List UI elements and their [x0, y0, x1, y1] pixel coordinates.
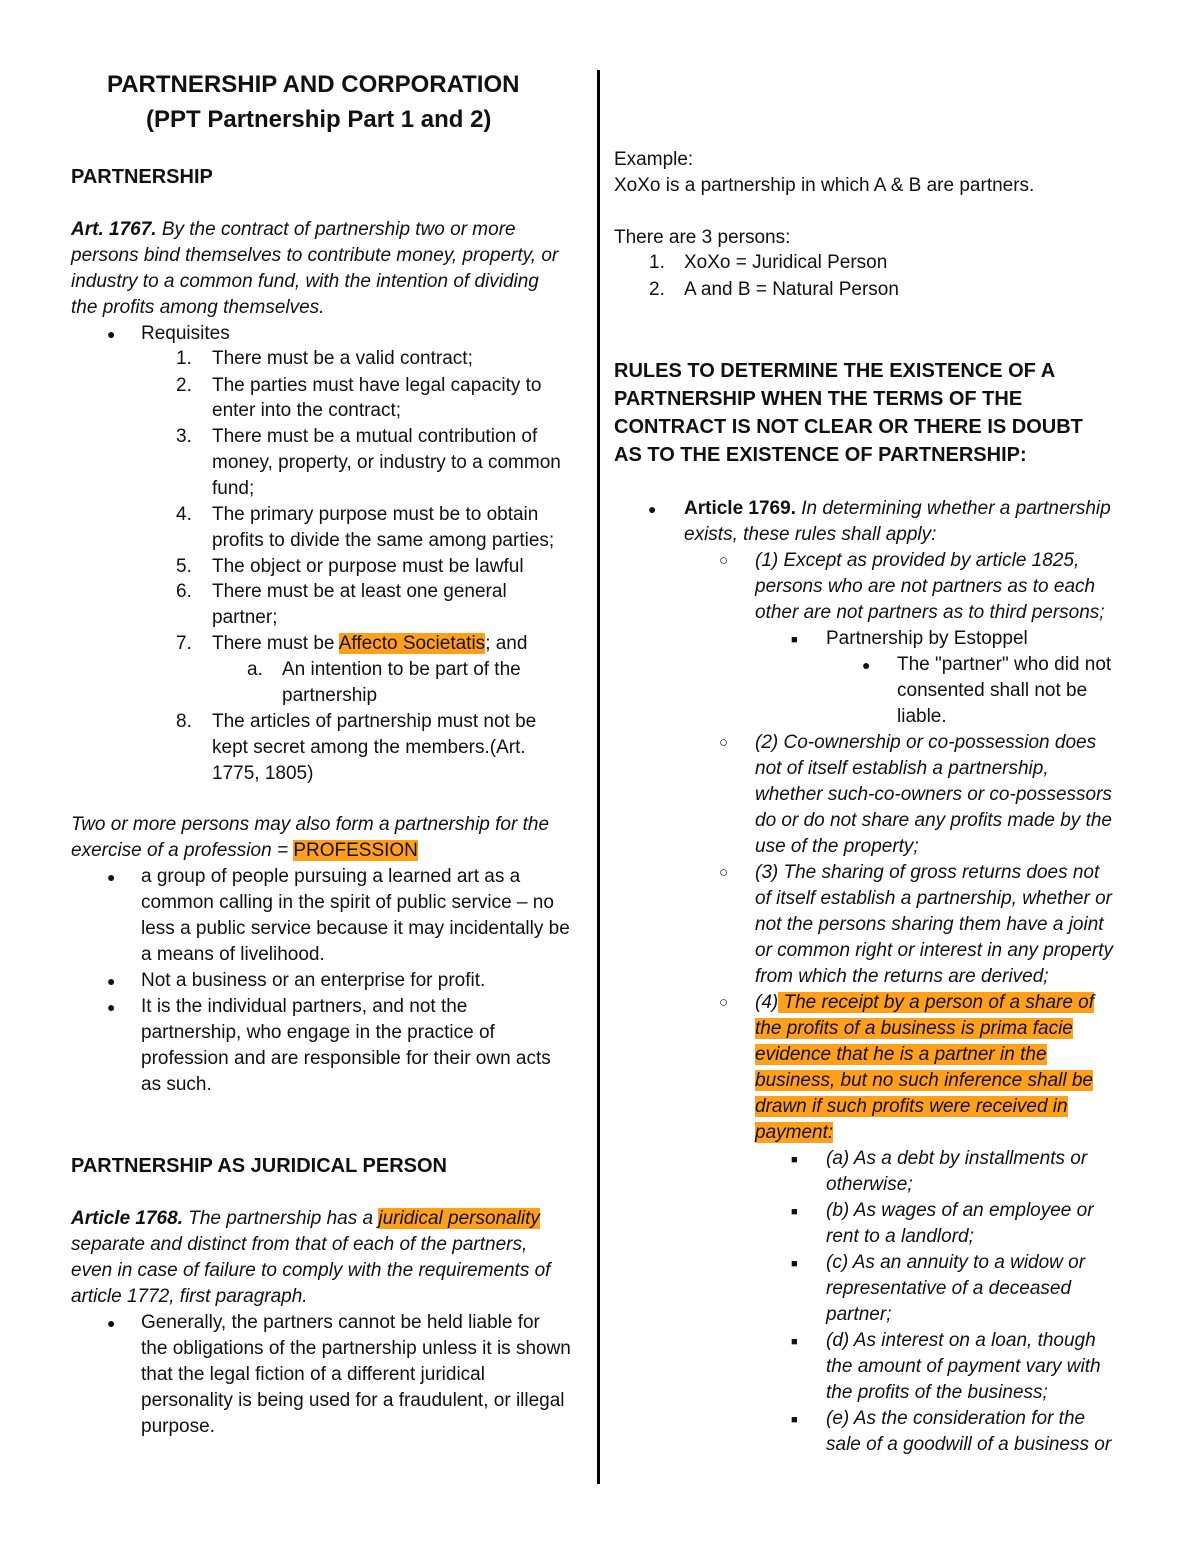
rule-text: (1) Except as provided by article 1825,: [755, 550, 1080, 571]
list-item: The object or purpose must be lawful: [212, 556, 524, 577]
list-item: The "partner" who did not: [897, 654, 1112, 675]
sub-rule-text: (a) As a debt by installments or: [826, 1148, 1088, 1169]
sub-rule-text: representative of a deceased: [826, 1278, 1072, 1299]
highlight-profession: PROFESSION: [293, 840, 418, 861]
circle-bullet-icon: ○: [719, 734, 729, 751]
square-bullet-icon: ■: [791, 1258, 798, 1270]
persons-intro: There are 3 persons:: [614, 227, 791, 248]
list-number: 2.: [649, 279, 665, 300]
profession-text: exercise of a profession = PROFESSION: [71, 840, 418, 861]
circle-bullet-icon: ○: [719, 552, 729, 569]
rule-text: not of itself establish a partnership,: [755, 758, 1049, 779]
art-1767-label: Art. 1767.: [71, 219, 157, 240]
list-number: 5.: [176, 556, 192, 577]
sub-rule-text: the amount of payment vary with: [826, 1356, 1101, 1377]
circle-bullet-icon: ○: [719, 994, 729, 1011]
bullet-icon: ●: [107, 869, 116, 885]
list-item: personality is being used for a fraudulent, or illegal: [141, 1390, 565, 1411]
rule-text: [755, 1016, 1073, 1042]
rule-text: of itself establish a partnership, whether or: [755, 888, 1112, 909]
rule-text: [755, 1042, 1047, 1068]
list-item: fund;: [212, 478, 255, 499]
example-label: Example:: [614, 149, 694, 170]
square-bullet-icon: ■: [791, 1206, 798, 1218]
estoppel-label: Partnership by Estoppel: [826, 628, 1028, 649]
list-item: liable.: [897, 706, 947, 727]
list-item: the obligations of the partnership unless it is shown: [141, 1338, 571, 1359]
sub-rule-text: (e) As the consideration for the: [826, 1408, 1086, 1429]
list-item: enter into the contract;: [212, 400, 402, 421]
highlight-juridical-personality: juridical personality: [378, 1208, 540, 1229]
art-1769-label: Article 1769.: [684, 498, 796, 519]
art-1768-line: Article 1768. The partnership has a juridical personality: [71, 1208, 540, 1229]
art-1767-line: the profits among themselves.: [71, 297, 325, 318]
heading-partnership: PARTNERSHIP: [71, 166, 213, 188]
highlight-affecto-societatis: Affecto Societatis: [338, 633, 486, 654]
highlight-rule-4: evidence that he is a partner in the: [755, 1044, 1047, 1065]
art-1769-line: exists, these rules shall apply:: [684, 524, 937, 545]
list-item: XoXo = Juridical Person: [684, 252, 888, 273]
rules-heading: PARTNERSHIP WHEN THE TERMS OF THE: [614, 388, 1023, 410]
list-item: An intention to be part of the: [282, 659, 521, 680]
art-1768-label: Article 1768.: [71, 1208, 183, 1229]
list-item: A and B = Natural Person: [684, 279, 899, 300]
rule-text: from which the returns are derived;: [755, 966, 1049, 987]
list-item: Not a business or an enterprise for profit.: [141, 970, 486, 991]
square-bullet-icon: ■: [791, 634, 798, 646]
list-number: 1.: [176, 348, 192, 369]
rule-text: do or do not share any profits made by the: [755, 810, 1112, 831]
list-item: that the legal fiction of a different juridical: [141, 1364, 485, 1385]
rule-text: (2) Co-ownership or co-possession does: [755, 732, 1097, 753]
list-number: 6.: [176, 581, 192, 602]
rule-text: persons who are not partners as to each: [755, 576, 1096, 597]
rule-text: (4) The receipt by a person of a share of: [755, 992, 1095, 1013]
bullet-icon: ●: [107, 973, 116, 989]
bullet-icon: ●: [648, 501, 657, 517]
requisites-label: Requisites: [141, 323, 230, 344]
heading-juridical-person: PARTNERSHIP AS JURIDICAL PERSON: [71, 1155, 447, 1177]
art-1768-line: even in case of failure to comply with the requirements of: [71, 1260, 551, 1281]
rule-text: [755, 1068, 1093, 1094]
sub-rule-text: the profits of the business;: [826, 1382, 1048, 1403]
rule-text: use of the property;: [755, 836, 919, 857]
list-item: partner;: [212, 607, 278, 628]
list-item: The parties must have legal capacity to: [212, 375, 542, 396]
list-item: consented shall not be: [897, 680, 1088, 701]
highlight-rule-4: the profits of a business is prima facie: [755, 1018, 1073, 1039]
example-text: XoXo is a partnership in which A & B are partners.: [614, 175, 1035, 196]
list-item: as such.: [141, 1074, 212, 1095]
list-number: 8.: [176, 711, 192, 732]
list-item: partnership: [282, 685, 378, 706]
page-title: PARTNERSHIP AND CORPORATION: [107, 71, 520, 98]
list-item: kept secret among the members.(Art.: [212, 737, 526, 758]
circle-bullet-icon: ○: [719, 864, 729, 881]
list-number: 1.: [649, 252, 665, 273]
list-item: partnership, who engage in the practice of: [141, 1022, 495, 1043]
rule-text: or common right or interest in any property: [755, 940, 1113, 961]
sub-rule-text: (b) As wages of an employee or: [826, 1200, 1094, 1221]
highlight-rule-4: The receipt by a person of a share of: [778, 992, 1095, 1013]
list-number: 7.: [176, 633, 192, 654]
rule-text: [755, 1120, 833, 1146]
list-item: Generally, the partners cannot be held liable for: [141, 1312, 540, 1333]
square-bullet-icon: ■: [791, 1336, 798, 1348]
list-item: It is the individual partners, and not the: [141, 996, 468, 1017]
sub-rule-text: rent to a landlord;: [826, 1226, 974, 1247]
column-divider: [597, 70, 600, 1484]
sub-rule-text: partner;: [826, 1304, 892, 1325]
list-item: 1775, 1805): [212, 763, 314, 784]
bullet-icon: ●: [107, 1315, 116, 1331]
sub-rule-text: otherwise;: [826, 1174, 913, 1195]
art-1769-line: Article 1769. In determining whether a partnership: [684, 498, 1111, 519]
list-letter: a.: [247, 659, 263, 680]
art-1767-line: industry to a common fund, with the intention of dividing: [71, 271, 539, 292]
list-item: profession and are responsible for their own acts: [141, 1048, 551, 1069]
highlight-rule-4: drawn if such profits were received in: [755, 1096, 1068, 1117]
rules-heading: CONTRACT IS NOT CLEAR OR THERE IS DOUBT: [614, 416, 1083, 438]
sub-rule-text: (c) As an annuity to a widow or: [826, 1252, 1086, 1273]
list-item: The primary purpose must be to obtain: [212, 504, 539, 525]
list-item: a means of livelihood.: [141, 944, 325, 965]
list-number: 3.: [176, 426, 192, 447]
bullet-icon: ●: [862, 657, 871, 673]
highlight-rule-4: payment:: [755, 1122, 834, 1143]
square-bullet-icon: ■: [791, 1414, 798, 1426]
rule-text: [755, 1094, 1068, 1120]
list-item: The articles of partnership must not be: [212, 711, 537, 732]
art-1767-line: persons bind themselves to contribute money, property, or: [71, 245, 559, 266]
list-item: profits to divide the same among parties;: [212, 530, 555, 551]
list-item: less a public service because it may incidentally be: [141, 918, 570, 939]
sub-rule-text: (d) As interest on a loan, though: [826, 1330, 1096, 1351]
bullet-icon: ●: [107, 326, 116, 342]
list-item: There must be a valid contract;: [212, 348, 473, 369]
highlight-rule-4: business, but no such inference shall be: [755, 1070, 1093, 1091]
rule-text: other are not partners as to third persons;: [755, 602, 1105, 623]
list-item: money, property, or industry to a common: [212, 452, 561, 473]
square-bullet-icon: ■: [791, 1154, 798, 1166]
rules-heading: AS TO THE EXISTENCE OF PARTNERSHIP:: [614, 444, 1027, 466]
profession-text: Two or more persons may also form a partnership for the: [71, 814, 550, 835]
list-item: purpose.: [141, 1416, 215, 1437]
bullet-icon: ●: [107, 999, 116, 1015]
list-item: common calling in the spirit of public service – no: [141, 892, 554, 913]
rule-text: (3) The sharing of gross returns does not: [755, 862, 1100, 883]
rule-text: not the persons sharing them have a joint: [755, 914, 1104, 935]
list-number: 4.: [176, 504, 192, 525]
rules-heading: RULES TO DETERMINE THE EXISTENCE OF A: [614, 360, 1056, 382]
list-item: a group of people pursuing a learned art as a: [141, 866, 521, 887]
art-1767-line: Art. 1767. By the contract of partnership two or more: [71, 219, 516, 240]
list-item: There must be at least one general: [212, 581, 507, 602]
sub-rule-text: sale of a goodwill of a business or: [826, 1434, 1112, 1455]
list-item: There must be a mutual contribution of: [212, 426, 538, 447]
list-number: 2.: [176, 375, 192, 396]
art-1768-line: article 1772, first paragraph.: [71, 1286, 308, 1307]
list-item: There must be Affecto Societatis; and: [212, 633, 528, 654]
page-subtitle: (PPT Partnership Part 1 and 2): [146, 106, 492, 133]
rule-text: whether such-co-owners or co-possessors: [755, 784, 1112, 805]
art-1768-line: separate and distinct from that of each of the partners,: [71, 1234, 528, 1255]
